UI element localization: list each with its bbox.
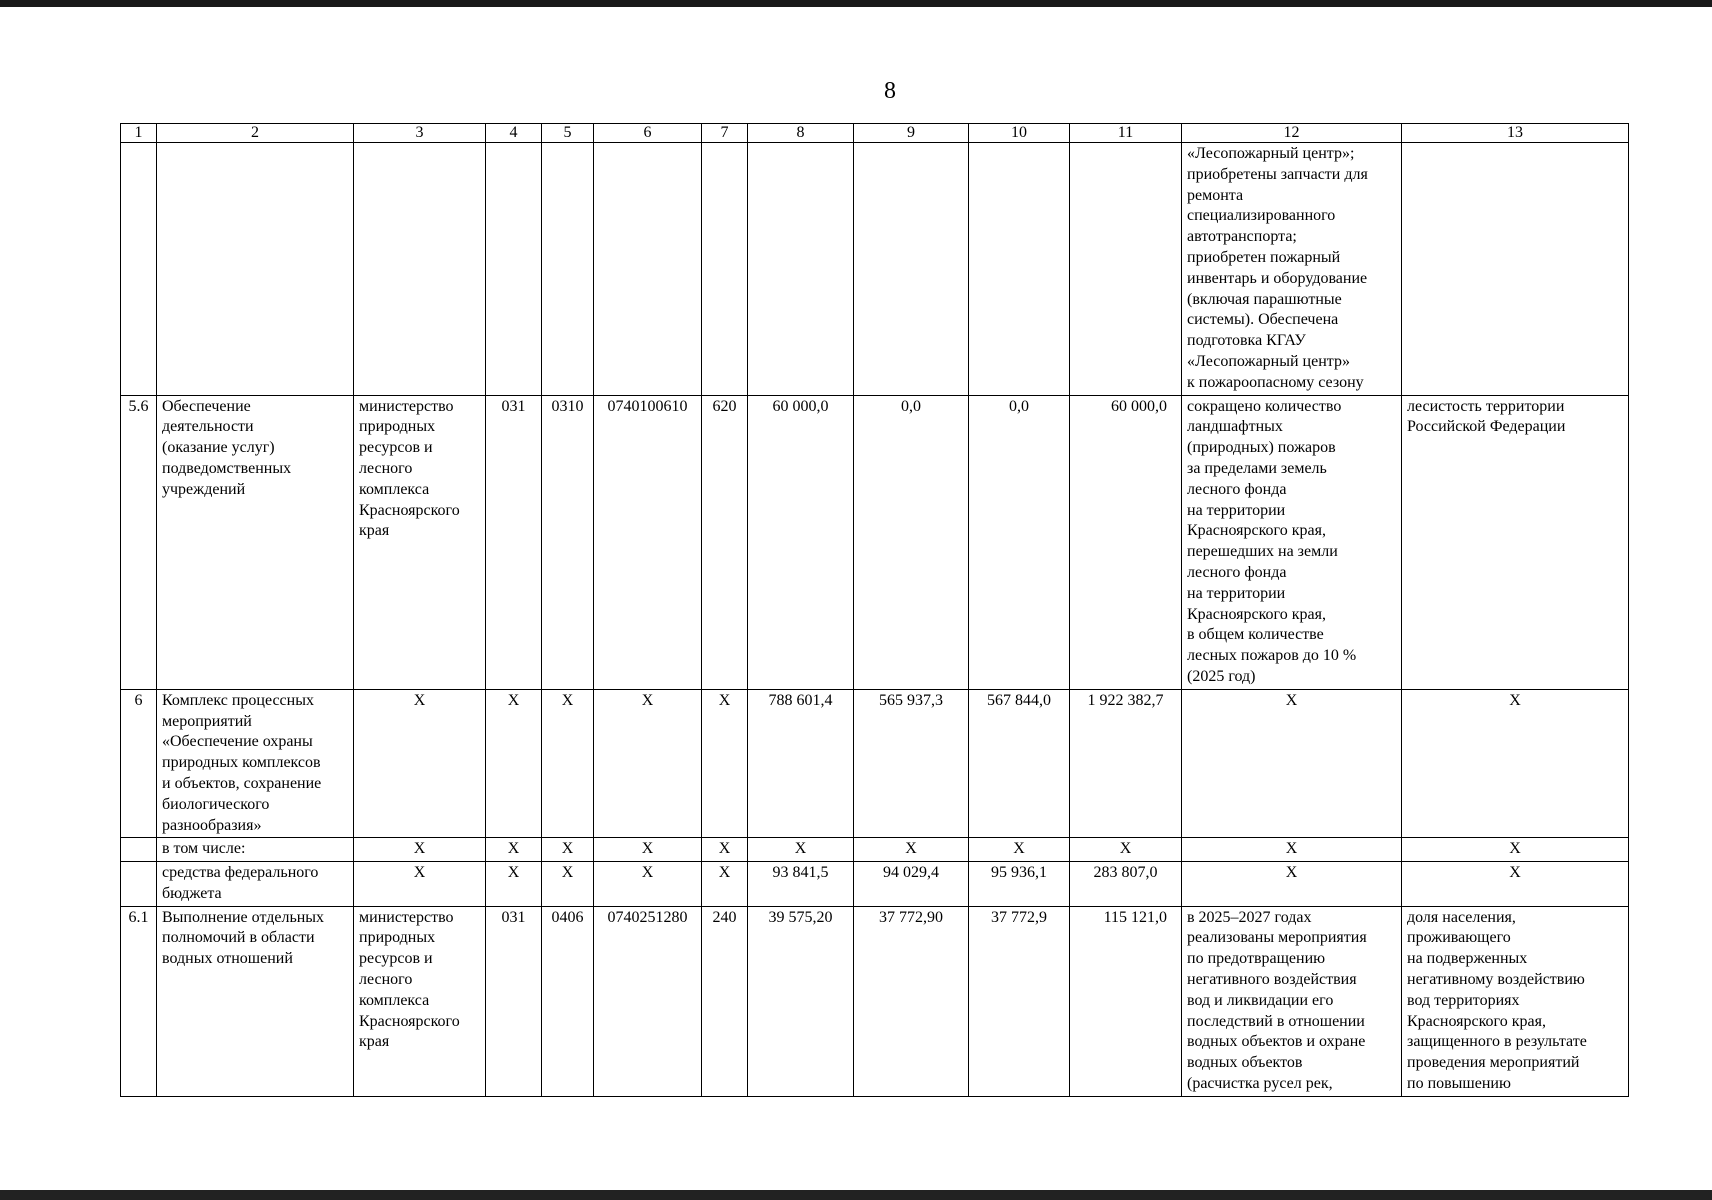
cell-code: Х — [702, 689, 748, 838]
cell-code: 0740251280 — [594, 906, 702, 1096]
cell-amount: 94 029,4 — [854, 862, 969, 907]
cell-amount: 0,0 — [969, 395, 1070, 689]
cell-result: Х — [1182, 862, 1402, 907]
table-row-6-1 — [121, 906, 1629, 1096]
column-number: 3 — [354, 124, 486, 143]
cell-amount — [969, 143, 1070, 396]
cell-indicator: доля населения, проживающего на подверженных негативному воздействию вод территориях Красноярского края, защищенного в результате проведения мероприятий по повышению — [1402, 906, 1629, 1096]
cell-amount: 95 936,1 — [969, 862, 1070, 907]
column-number-row — [121, 124, 1629, 143]
cell-code: 031 — [486, 395, 542, 689]
budget-table — [120, 123, 1629, 1097]
cell-agency — [354, 143, 486, 396]
column-number: 10 — [969, 124, 1070, 143]
cell-indicator: Х — [1402, 689, 1629, 838]
cell-amount: Х — [854, 838, 969, 862]
cell-code: Х — [702, 862, 748, 907]
cell-code: Х — [594, 838, 702, 862]
cell-code — [702, 143, 748, 396]
cell-index — [121, 838, 157, 862]
cell-amount: 60 000,0 — [1070, 395, 1182, 689]
cell-amount: 37 772,9 — [969, 906, 1070, 1096]
cell-code — [594, 143, 702, 396]
cell-index — [121, 143, 157, 396]
cell-code: Х — [594, 689, 702, 838]
cell-title — [157, 143, 354, 396]
column-number: 4 — [486, 124, 542, 143]
cell-amount — [1070, 143, 1182, 396]
cell-amount — [748, 143, 854, 396]
cell-code: Х — [486, 689, 542, 838]
column-number: 6 — [594, 124, 702, 143]
page-number: 8 — [884, 78, 896, 104]
cell-title: Обеспечение деятельности (оказание услуг) подведомственных учреждений — [157, 395, 354, 689]
column-number: 11 — [1070, 124, 1182, 143]
cell-indicator: Х — [1402, 838, 1629, 862]
cell-amount: 60 000,0 — [748, 395, 854, 689]
cell-amount: 93 841,5 — [748, 862, 854, 907]
cell-code: Х — [702, 838, 748, 862]
cell-indicator: Х — [1402, 862, 1629, 907]
cell-agency: Х — [354, 862, 486, 907]
cell-indicator: лесистость территории Российской Федерации — [1402, 395, 1629, 689]
cell-code: 031 — [486, 906, 542, 1096]
cell-amount: 115 121,0 — [1070, 906, 1182, 1096]
column-number: 9 — [854, 124, 969, 143]
cell-title: в том числе: — [157, 838, 354, 862]
cell-result: в 2025–2027 годах реализованы мероприятия по предотвращению негативного воздействия вод и ликвидации его последствий в отношении водных объектов и охране водных объектов (расчистка русел рек, — [1182, 906, 1402, 1096]
cell-index — [121, 862, 157, 907]
cell-code: Х — [542, 689, 594, 838]
cell-amount: Х — [969, 838, 1070, 862]
column-number: 7 — [702, 124, 748, 143]
cell-amount: 788 601,4 — [748, 689, 854, 838]
cell-amount: Х — [1070, 838, 1182, 862]
scan-edge-top — [0, 0, 1712, 7]
cell-title: средства федерального бюджета — [157, 862, 354, 907]
table-row-federal-budget — [121, 862, 1629, 907]
cell-index: 6 — [121, 689, 157, 838]
cell-amount: Х — [748, 838, 854, 862]
cell-title: Комплекс процессных мероприятий «Обеспечение охраны природных комплексов и объектов, сохранение биологического разнообразия» — [157, 689, 354, 838]
cell-result: сокращено количество ландшафтных (природных) пожаров за пределами земель лесного фонда на территории Красноярского края, перешедших на земли лесного фонда на территории Красноярского края, в общем количестве лесных пожаров до 10 % (2025 год) — [1182, 395, 1402, 689]
cell-amount: 565 937,3 — [854, 689, 969, 838]
cell-code: Х — [486, 838, 542, 862]
column-number: 5 — [542, 124, 594, 143]
cell-code: Х — [594, 862, 702, 907]
cell-amount: 0,0 — [854, 395, 969, 689]
cell-agency: министерство природных ресурсов и лесного комплекса Красноярского края — [354, 395, 486, 689]
table-row-continuation — [121, 143, 1629, 396]
cell-index: 6.1 — [121, 906, 157, 1096]
cell-code: 620 — [702, 395, 748, 689]
column-number: 2 — [157, 124, 354, 143]
cell-index: 5.6 — [121, 395, 157, 689]
cell-code: 0406 — [542, 906, 594, 1096]
cell-code — [486, 143, 542, 396]
cell-code: 240 — [702, 906, 748, 1096]
column-number: 8 — [748, 124, 854, 143]
cell-code: Х — [486, 862, 542, 907]
cell-amount: 283 807,0 — [1070, 862, 1182, 907]
cell-agency: Х — [354, 838, 486, 862]
cell-code — [542, 143, 594, 396]
cell-amount: 1 922 382,7 — [1070, 689, 1182, 838]
cell-code: Х — [542, 838, 594, 862]
cell-indicator — [1402, 143, 1629, 396]
cell-result: «Лесопожарный центр»; приобретены запчасти для ремонта специализированного автотранспорта; приобретен пожарный инвентарь и оборудование (включая парашютные системы). Обеспечена подготовка КГАУ «Лесопожарный центр» к пожароопасному сезону — [1182, 143, 1402, 396]
scan-edge-bottom — [0, 1190, 1712, 1200]
table-row-5-6 — [121, 395, 1629, 689]
cell-amount: 567 844,0 — [969, 689, 1070, 838]
column-number: 12 — [1182, 124, 1402, 143]
cell-result: Х — [1182, 838, 1402, 862]
cell-agency: министерство природных ресурсов и лесного комплекса Красноярского края — [354, 906, 486, 1096]
cell-result: Х — [1182, 689, 1402, 838]
cell-agency: Х — [354, 689, 486, 838]
table-row-including — [121, 838, 1629, 862]
cell-title: Выполнение отдельных полномочий в области водных отношений — [157, 906, 354, 1096]
table-row-6 — [121, 689, 1629, 838]
cell-amount: 37 772,90 — [854, 906, 969, 1096]
cell-amount — [854, 143, 969, 396]
cell-code: 0740100610 — [594, 395, 702, 689]
cell-amount: 39 575,20 — [748, 906, 854, 1096]
column-number: 13 — [1402, 124, 1629, 143]
column-number: 1 — [121, 124, 157, 143]
cell-code: Х — [542, 862, 594, 907]
cell-code: 0310 — [542, 395, 594, 689]
